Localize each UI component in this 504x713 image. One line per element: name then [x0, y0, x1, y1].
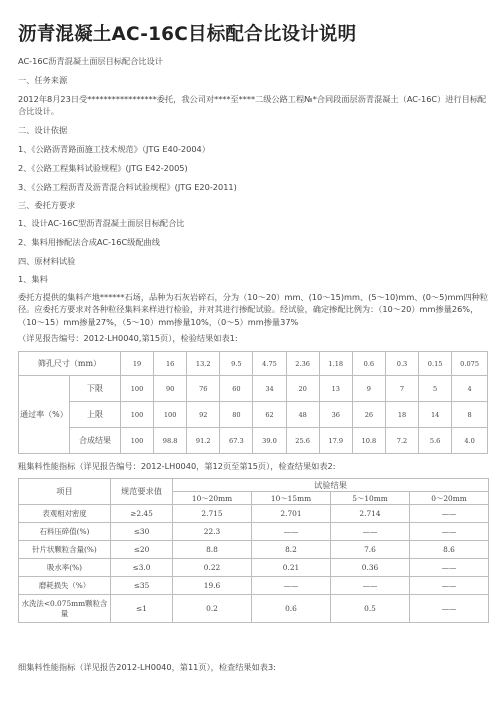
table-cell: 100 — [154, 402, 187, 428]
table-cell: 91.2 — [187, 428, 220, 454]
sieve-size: 2.36 — [286, 352, 319, 376]
table-cell: 2.701 — [252, 505, 331, 523]
table-cell: 34 — [253, 376, 286, 402]
table-cell: 0.6 — [252, 595, 331, 623]
table-row — [19, 402, 488, 428]
sieve-size: 19 — [120, 352, 153, 376]
table-cell: 9 — [352, 376, 385, 402]
report-reference-1: （详见报告编号：2012-LH0040,第15页），检验结果如表1: — [18, 333, 238, 343]
table-cell: 60 — [220, 376, 253, 402]
sieve-size: 16 — [154, 352, 187, 376]
table-cell: 13 — [319, 376, 352, 402]
table-row — [19, 523, 489, 541]
table-cell: 7 — [385, 376, 418, 402]
gradation-table — [18, 351, 488, 454]
table-cell: 14 — [419, 402, 452, 428]
spec-cell: ≤20 — [111, 541, 173, 559]
table-cell: 8 — [452, 402, 488, 428]
table-cell: —— — [252, 523, 331, 541]
spec-header: 规范要求值 — [111, 479, 173, 505]
table-header-row — [19, 479, 489, 492]
table-cell: 8.2 — [252, 541, 331, 559]
row-label: 吸水率(%) — [19, 559, 111, 577]
subtitle: AC-16C沥青混凝土面层目标配合比设计 — [18, 56, 163, 66]
table-cell: 8.6 — [410, 541, 489, 559]
table-cell: —— — [410, 577, 489, 595]
size-header: 10～15mm — [252, 492, 331, 505]
row-label: 石料压碎值(%) — [19, 523, 111, 541]
pass-rate-label: 通过率（%） — [19, 376, 70, 454]
table-row — [19, 541, 489, 559]
sieve-size: 0.15 — [419, 352, 452, 376]
table-cell: 76 — [187, 376, 220, 402]
table-cell: 17.9 — [319, 428, 352, 454]
table-cell: —— — [331, 577, 410, 595]
table-cell: 19.6 — [173, 577, 252, 595]
table-cell: 39.0 — [253, 428, 286, 454]
basis-item-1: 1、《公路沥青路面施工技术规范》（JTG E40-2004） — [18, 144, 210, 154]
requirement-item-1: 1、设计AC-16C型沥青混凝土面层目标配合比 — [18, 218, 185, 228]
table-cell: 36 — [319, 402, 352, 428]
table-cell: —— — [252, 577, 331, 595]
table-cell: 62 — [253, 402, 286, 428]
table-row — [19, 577, 489, 595]
table-cell: 10.8 — [352, 428, 385, 454]
requirement-item-2: 2、集料用掺配法合成AC-16C级配曲线 — [18, 237, 160, 247]
table-cell: 0.21 — [252, 559, 331, 577]
sieve-size-label: 筛孔尺寸（mm） — [19, 352, 121, 376]
sieve-size: 0.3 — [385, 352, 418, 376]
table-cell: 5 — [419, 376, 452, 402]
sieve-size: 0.6 — [352, 352, 385, 376]
table-cell: 48 — [286, 402, 319, 428]
table-cell: 100 — [120, 402, 153, 428]
table-cell: 7.2 — [385, 428, 418, 454]
table-cell: 67.3 — [220, 428, 253, 454]
document-title: 沥青混凝土AC-16C目标配合比设计说明 — [18, 24, 357, 45]
table-cell: 0.36 — [331, 559, 410, 577]
row-label: 下限 — [69, 376, 120, 402]
spec-cell: ≤35 — [111, 577, 173, 595]
table-cell: 25.6 — [286, 428, 319, 454]
row-label: 合成结果 — [69, 428, 120, 454]
table-cell: 26 — [352, 402, 385, 428]
sieve-size: 4.75 — [253, 352, 286, 376]
basis-item-2: 2、《公路工程集料试验规程》(JTG E42-2005) — [18, 163, 188, 173]
size-header: 5～10mm — [331, 492, 410, 505]
sieve-size: 13.2 — [187, 352, 220, 376]
table-cell: 80 — [220, 402, 253, 428]
section-heading-requirements: 三、委托方要求 — [18, 200, 76, 210]
sieve-size-row — [19, 352, 488, 376]
section-heading-materials: 四、原材料试验 — [18, 256, 76, 266]
materials-item-aggregate: 1、集料 — [18, 274, 48, 284]
fine-aggregate-note: 细集料性能指标（详见报告2012-LH0040，第11页），检查结果如表3: — [18, 662, 276, 672]
table-cell: 90 — [154, 376, 187, 402]
sieve-size: 9.5 — [220, 352, 253, 376]
table-cell: 2.715 — [173, 505, 252, 523]
row-label: 水洗法<0.075mm颗粒含量 — [19, 595, 111, 623]
row-label: 表观相对密度 — [19, 505, 111, 523]
table-cell: 92 — [187, 402, 220, 428]
coarse-aggregate-table — [18, 478, 489, 623]
table-cell: —— — [410, 523, 489, 541]
section-heading-basis: 二、设计依据 — [18, 125, 68, 135]
table-cell: —— — [410, 559, 489, 577]
table-cell: —— — [331, 523, 410, 541]
table-row — [19, 595, 489, 623]
table-cell: 98.8 — [154, 428, 187, 454]
table-cell: 100 — [120, 376, 153, 402]
coarse-aggregate-note: 粗集料性能指标（详见报告编号：2012-LH0040，第12页至第15页），检查结果如表2: — [18, 461, 336, 471]
size-header: 0～20mm — [410, 492, 489, 505]
aggregate-description: 委托方提供的集料产地******石场，品种为石灰岩碎石，分为（10～20）mm、(10～15)mm、(5～10)mm、(0～5)mm四种粒径。应委托方要求对各种粒径集料来样进行检验，并对其进行掺配试验。经试验，确定掺配比例为：（10～20）mm掺量26%，（10～15）mm掺量27%，（5～10）mm掺量10%，（0～5）mm掺量37% — [18, 292, 489, 327]
row-label: 针片状颗粒含量(%) — [19, 541, 111, 559]
table-cell: —— — [410, 595, 489, 623]
table-row — [19, 428, 488, 454]
spec-cell: ≤3.0 — [111, 559, 173, 577]
row-label: 上限 — [69, 402, 120, 428]
table-cell: —— — [410, 505, 489, 523]
sieve-size: 1.18 — [319, 352, 352, 376]
table-cell: 4 — [452, 376, 488, 402]
spec-cell: ≤30 — [111, 523, 173, 541]
table-cell: 0.2 — [173, 595, 252, 623]
table-cell: 20 — [286, 376, 319, 402]
table-row — [19, 559, 489, 577]
result-header: 试验结果 — [173, 479, 489, 492]
table-cell: 7.6 — [331, 541, 410, 559]
spec-cell: ≤1 — [111, 595, 173, 623]
basis-item-3: 3、《公路工程沥青及沥青混合料试验规程》(JTG E20-2011) — [18, 182, 237, 192]
table-row — [19, 376, 488, 402]
table-cell: 22.3 — [173, 523, 252, 541]
table-cell: 100 — [120, 428, 153, 454]
table-cell: 0.5 — [331, 595, 410, 623]
task-paragraph: 2012年8月23日受*****************委托，我公司对****至****二级公路工程№*合同段面层沥青混凝土（AC-16C）进行目标配合比设计。 — [18, 94, 487, 117]
size-header: 10～20mm — [173, 492, 252, 505]
table-cell: 8.8 — [173, 541, 252, 559]
table-cell: 5.6 — [419, 428, 452, 454]
table-row — [19, 505, 489, 523]
table-cell: 4.0 — [452, 428, 488, 454]
table-cell: 0.22 — [173, 559, 252, 577]
section-heading-task: 一、任务来源 — [18, 75, 68, 85]
spec-cell: ≥2.45 — [111, 505, 173, 523]
sieve-size: 0.075 — [452, 352, 488, 376]
table-cell: 18 — [385, 402, 418, 428]
row-label: 磨耗损失（%） — [19, 577, 111, 595]
table-cell: 2.714 — [331, 505, 410, 523]
item-header: 项目 — [19, 479, 111, 505]
